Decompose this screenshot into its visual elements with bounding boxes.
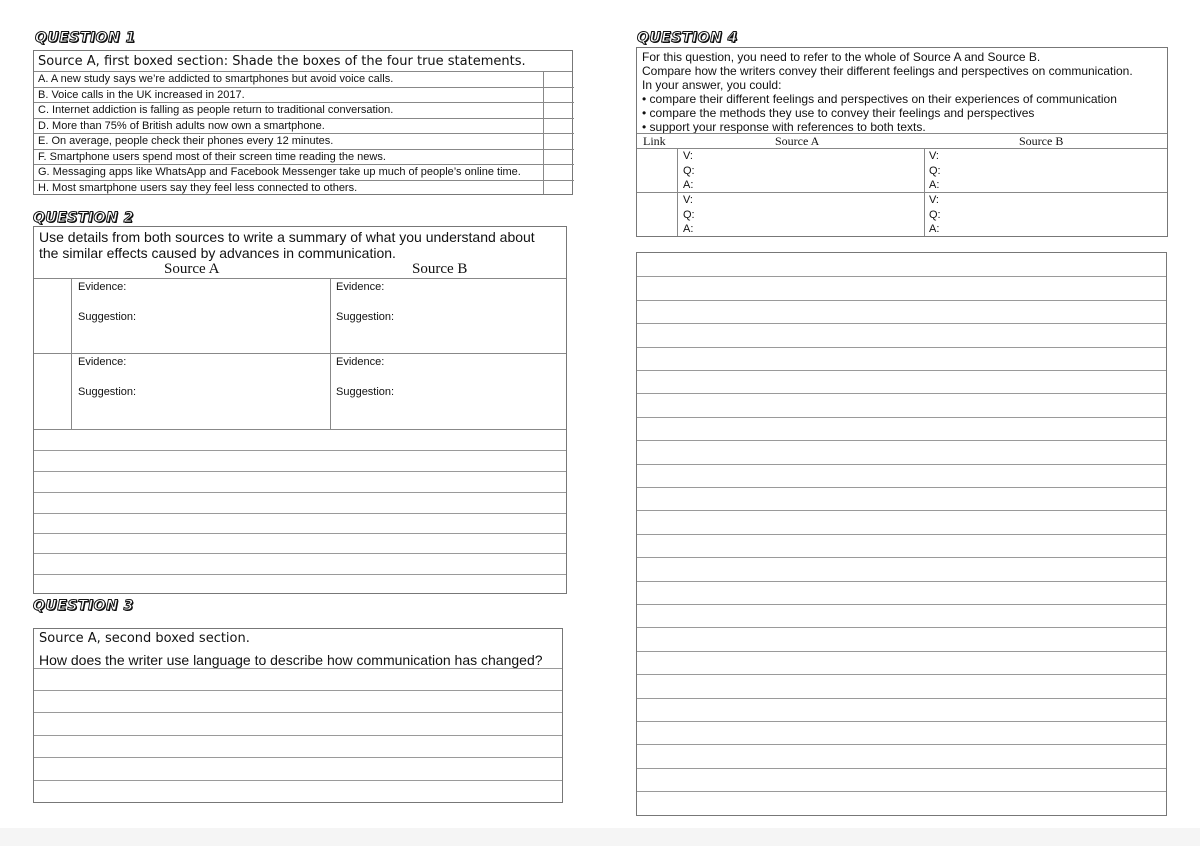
answer-line: [637, 721, 1166, 722]
q2-b2-suggestion-label: Suggestion:: [336, 386, 395, 398]
q4-b1-v: V:: [929, 150, 939, 162]
answer-line: [637, 510, 1166, 511]
answer-line: [637, 651, 1166, 652]
q2-a1-evidence-label: Evidence:: [78, 281, 127, 293]
answer-line: [637, 604, 1166, 605]
q2-a1-suggestion-label: Suggestion:: [78, 311, 137, 323]
answer-line: [637, 557, 1166, 558]
page-footer-strip: [0, 828, 1200, 846]
answer-line: [637, 300, 1166, 301]
question-4-box: [636, 47, 1168, 237]
question-1-title: QUESTION 1: [35, 30, 136, 46]
question-3-line-1: Source A, second boxed section.: [39, 631, 250, 646]
answer-line: [637, 768, 1166, 769]
q2-b1-evidence-label: Evidence:: [336, 281, 385, 293]
shade-box-a[interactable]: [544, 72, 572, 87]
question-3-line-2: How does the writer use language to describe how communication has changed?: [39, 652, 543, 668]
q4-line-2: Compare how the writers convey their different feelings and perspectives on communication.: [642, 64, 1133, 78]
shade-box-d[interactable]: [544, 119, 572, 134]
q2-a2-evidence-label: Evidence:: [78, 356, 127, 368]
shade-box-f[interactable]: [544, 150, 572, 165]
answer-line: [637, 347, 1166, 348]
q4-line-4: • compare their different feelings and perspectives on their experiences of communication: [642, 92, 1117, 106]
question-2-title: QUESTION 2: [33, 210, 134, 226]
q4-b1-q: Q:: [929, 165, 941, 177]
q4-a2-a: A:: [683, 223, 694, 235]
question-2-prompt-line-1: Use details from both sources to write a summary of what you understand about: [39, 229, 535, 245]
answer-line: [637, 534, 1166, 535]
answer-line: [637, 323, 1166, 324]
q2-source-a-heading: Source A: [164, 261, 220, 277]
q4-link-heading: Link: [643, 134, 666, 148]
shade-box-b[interactable]: [544, 88, 572, 103]
answer-line: [637, 464, 1166, 465]
question-4-answer-lines: [636, 252, 1167, 816]
q4-line-6: • support your response with references to both texts.: [642, 120, 926, 134]
statement-g: G. Messaging apps like WhatsApp and Facebook Messenger take up much of people’s online time.: [38, 166, 521, 178]
statement-d: D. More than 75% of British adults now own a smartphone.: [38, 120, 325, 132]
question-2-box: [33, 226, 567, 594]
answer-line: [637, 674, 1166, 675]
q4-a1-a: A:: [683, 179, 694, 191]
answer-line: [637, 276, 1166, 277]
question-1-instruction: Source A, first boxed section: Shade the boxes of the four true statements.: [38, 54, 526, 69]
q4-line-1: For this question, you need to refer to the whole of Source A and Source B.: [642, 50, 1041, 64]
answer-line: [637, 440, 1166, 441]
question-2-prompt-line-2: the similar effects caused by advances in communication.: [39, 245, 396, 261]
q4-line-3: In your answer, you could:: [642, 78, 782, 92]
q2-source-b-heading: Source B: [412, 261, 468, 277]
answer-line: [637, 393, 1166, 394]
shade-box-h[interactable]: [544, 181, 572, 195]
q4-b2-a: A:: [929, 223, 940, 235]
q4-b2-q: Q:: [929, 209, 941, 221]
shade-box-e[interactable]: [544, 134, 572, 149]
q4-b2-v: V:: [929, 194, 939, 206]
q4-a2-q: Q:: [683, 209, 695, 221]
answer-line: [637, 487, 1166, 488]
answer-line: [637, 744, 1166, 745]
question-1-statements: [34, 72, 574, 196]
q2-a2-suggestion-label: Suggestion:: [78, 386, 137, 398]
answer-line: [637, 791, 1166, 792]
statement-a: A. A new study says we’re addicted to smartphones but avoid voice calls.: [38, 73, 394, 85]
answer-line: [637, 581, 1166, 582]
question-3-title: QUESTION 3: [33, 598, 134, 614]
question-4-title: QUESTION 4: [637, 30, 738, 46]
statement-f: F. Smartphone users spend most of their screen time reading the news.: [38, 151, 386, 163]
q4-a1-q: Q:: [683, 165, 695, 177]
question-1-box: [33, 50, 573, 195]
shade-box-c[interactable]: [544, 103, 572, 118]
answer-line: [637, 698, 1166, 699]
question-3-box: [33, 628, 563, 803]
statement-c: C. Internet addiction is falling as people return to traditional conversation.: [38, 104, 394, 116]
answer-line: [637, 370, 1166, 371]
statement-b: B. Voice calls in the UK increased in 2017.: [38, 89, 245, 101]
answer-line: [637, 627, 1166, 628]
q4-line-5: • compare the methods they use to convey their feelings and perspectives: [642, 106, 1035, 120]
statement-e: E. On average, people check their phones every 12 minutes.: [38, 135, 334, 147]
q4-b1-a: A:: [929, 179, 940, 191]
statement-h: H. Most smartphone users say they feel less connected to others.: [38, 182, 358, 194]
q2-b1-suggestion-label: Suggestion:: [336, 311, 395, 323]
shade-box-g[interactable]: [544, 165, 572, 180]
q4-source-a-heading: Source A: [775, 134, 820, 148]
answer-line: [637, 417, 1166, 418]
q2-b2-evidence-label: Evidence:: [336, 356, 385, 368]
q4-a2-v: V:: [683, 194, 693, 206]
q4-source-b-heading: Source B: [1019, 134, 1064, 148]
q4-a1-v: V:: [683, 150, 693, 162]
